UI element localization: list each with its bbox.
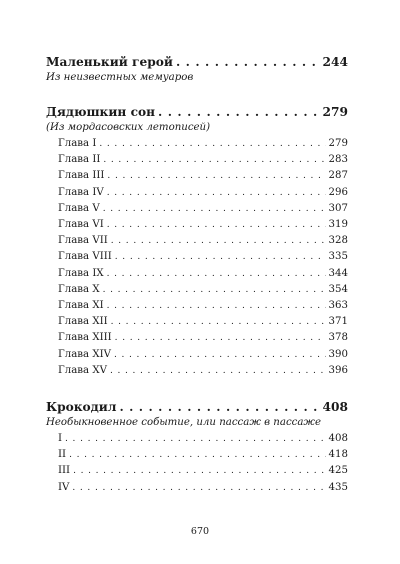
dot-leader bbox=[107, 267, 326, 282]
chapter-label: I bbox=[58, 433, 63, 445]
dot-leader bbox=[72, 481, 325, 496]
toc-work-krokodil bbox=[46, 399, 348, 496]
dot-leader bbox=[111, 234, 326, 249]
work-title: Крокодил bbox=[46, 400, 117, 415]
page-number: 287 bbox=[328, 170, 348, 182]
chapter-list bbox=[58, 136, 348, 379]
dot-leader bbox=[99, 137, 325, 152]
dot-leader bbox=[107, 169, 325, 184]
page-number: 307 bbox=[328, 202, 348, 214]
page-number: 296 bbox=[328, 186, 348, 198]
page-number: 335 bbox=[328, 251, 348, 263]
chapter-entry[interactable] bbox=[58, 314, 348, 330]
page-number: 425 bbox=[328, 465, 348, 477]
chapter-label: Глава XI bbox=[58, 300, 104, 312]
chapter-label: II bbox=[58, 449, 67, 461]
dot-leader bbox=[119, 399, 319, 416]
dot-leader bbox=[103, 283, 326, 298]
page-number: 363 bbox=[328, 300, 348, 312]
work-subtitle: (Из мордасовских летописей) bbox=[46, 122, 211, 133]
dot-leader bbox=[107, 186, 326, 201]
dot-leader bbox=[110, 364, 326, 379]
chapter-entry[interactable] bbox=[58, 298, 348, 314]
chapter-label: III bbox=[58, 465, 71, 477]
dot-leader bbox=[73, 464, 325, 479]
page-number: 408 bbox=[328, 433, 348, 445]
page-number: 378 bbox=[328, 332, 348, 344]
toc-work-dyadyushkin-son bbox=[46, 104, 348, 379]
chapter-label: Глава II bbox=[58, 154, 101, 166]
chapter-entry[interactable] bbox=[58, 249, 348, 265]
chapter-entry[interactable] bbox=[58, 447, 348, 463]
page-number: 418 bbox=[328, 449, 348, 461]
chapter-entry[interactable] bbox=[58, 266, 348, 282]
dot-leader bbox=[107, 299, 326, 314]
dot-leader bbox=[115, 331, 326, 346]
page-number: 344 bbox=[328, 267, 348, 279]
chapter-label: Глава X bbox=[58, 283, 100, 295]
work-subtitle: Необыкновенное событие, или пассаж в пассаже bbox=[46, 417, 322, 429]
chapter-label: Глава XIII bbox=[58, 332, 112, 344]
chapter-label: Глава III bbox=[58, 170, 105, 182]
dot-leader bbox=[107, 218, 326, 233]
dot-leader bbox=[158, 104, 320, 121]
page-number: 396 bbox=[328, 364, 348, 376]
chapter-label: Глава VI bbox=[58, 219, 104, 231]
chapter-entry[interactable] bbox=[58, 136, 348, 152]
dot-leader bbox=[176, 54, 320, 71]
page-number: 319 bbox=[328, 219, 348, 231]
chapter-label: Глава XIV bbox=[58, 348, 111, 360]
chapter-entry[interactable] bbox=[58, 185, 348, 201]
work-title: Маленький герой bbox=[46, 55, 173, 69]
toc-work-malenkiy-geroy bbox=[46, 54, 348, 84]
page-number: 371 bbox=[328, 316, 348, 328]
page-number: 354 bbox=[328, 283, 348, 295]
dot-leader bbox=[111, 315, 326, 330]
toc-entry[interactable] bbox=[46, 104, 348, 121]
dot-leader bbox=[65, 432, 326, 447]
work-title: Дядюшкин сон bbox=[46, 105, 156, 119]
chapter-label: IV bbox=[58, 481, 70, 493]
page-number: 390 bbox=[328, 348, 348, 360]
page-number: 408 bbox=[322, 400, 348, 415]
page-footer-number: 670 bbox=[190, 526, 210, 537]
page-number: 435 bbox=[328, 481, 348, 493]
dot-leader bbox=[103, 202, 326, 217]
chapter-label: Глава VII bbox=[58, 235, 108, 247]
chapter-entry[interactable] bbox=[58, 431, 348, 447]
chapter-entry[interactable] bbox=[58, 480, 348, 496]
table-of-contents bbox=[46, 54, 348, 516]
page-number: 244 bbox=[322, 55, 348, 69]
chapter-label: Глава VIII bbox=[58, 251, 112, 263]
page-number: 283 bbox=[328, 154, 348, 166]
chapter-entry[interactable] bbox=[58, 201, 348, 217]
page-number: 279 bbox=[322, 105, 348, 119]
page-number: 279 bbox=[328, 138, 348, 149]
chapter-entry[interactable] bbox=[58, 168, 348, 184]
chapter-label: Глава IV bbox=[58, 186, 104, 198]
chapter-list bbox=[58, 431, 348, 496]
toc-entry[interactable] bbox=[46, 54, 348, 71]
chapter-label: Глава XII bbox=[58, 316, 108, 328]
dot-leader bbox=[115, 250, 326, 265]
chapter-entry[interactable] bbox=[58, 282, 348, 298]
chapter-entry[interactable] bbox=[58, 330, 348, 346]
chapter-label: Глава IX bbox=[58, 267, 104, 279]
chapter-label: Глава XV bbox=[58, 364, 107, 376]
toc-entry[interactable] bbox=[46, 399, 348, 416]
chapter-entry[interactable] bbox=[58, 233, 348, 249]
chapter-entry[interactable] bbox=[58, 152, 348, 168]
dot-leader bbox=[69, 448, 325, 463]
dot-leader bbox=[103, 153, 325, 168]
chapter-label: Глава I bbox=[58, 138, 97, 149]
dot-leader bbox=[114, 348, 326, 363]
chapter-entry[interactable] bbox=[58, 347, 348, 363]
work-subtitle: Из неизвестных мемуаров bbox=[46, 72, 194, 83]
chapter-entry[interactable] bbox=[58, 217, 348, 233]
chapter-entry[interactable] bbox=[58, 463, 348, 479]
chapter-label: Глава V bbox=[58, 202, 100, 214]
page-number: 328 bbox=[328, 235, 348, 247]
chapter-entry[interactable] bbox=[58, 363, 348, 379]
